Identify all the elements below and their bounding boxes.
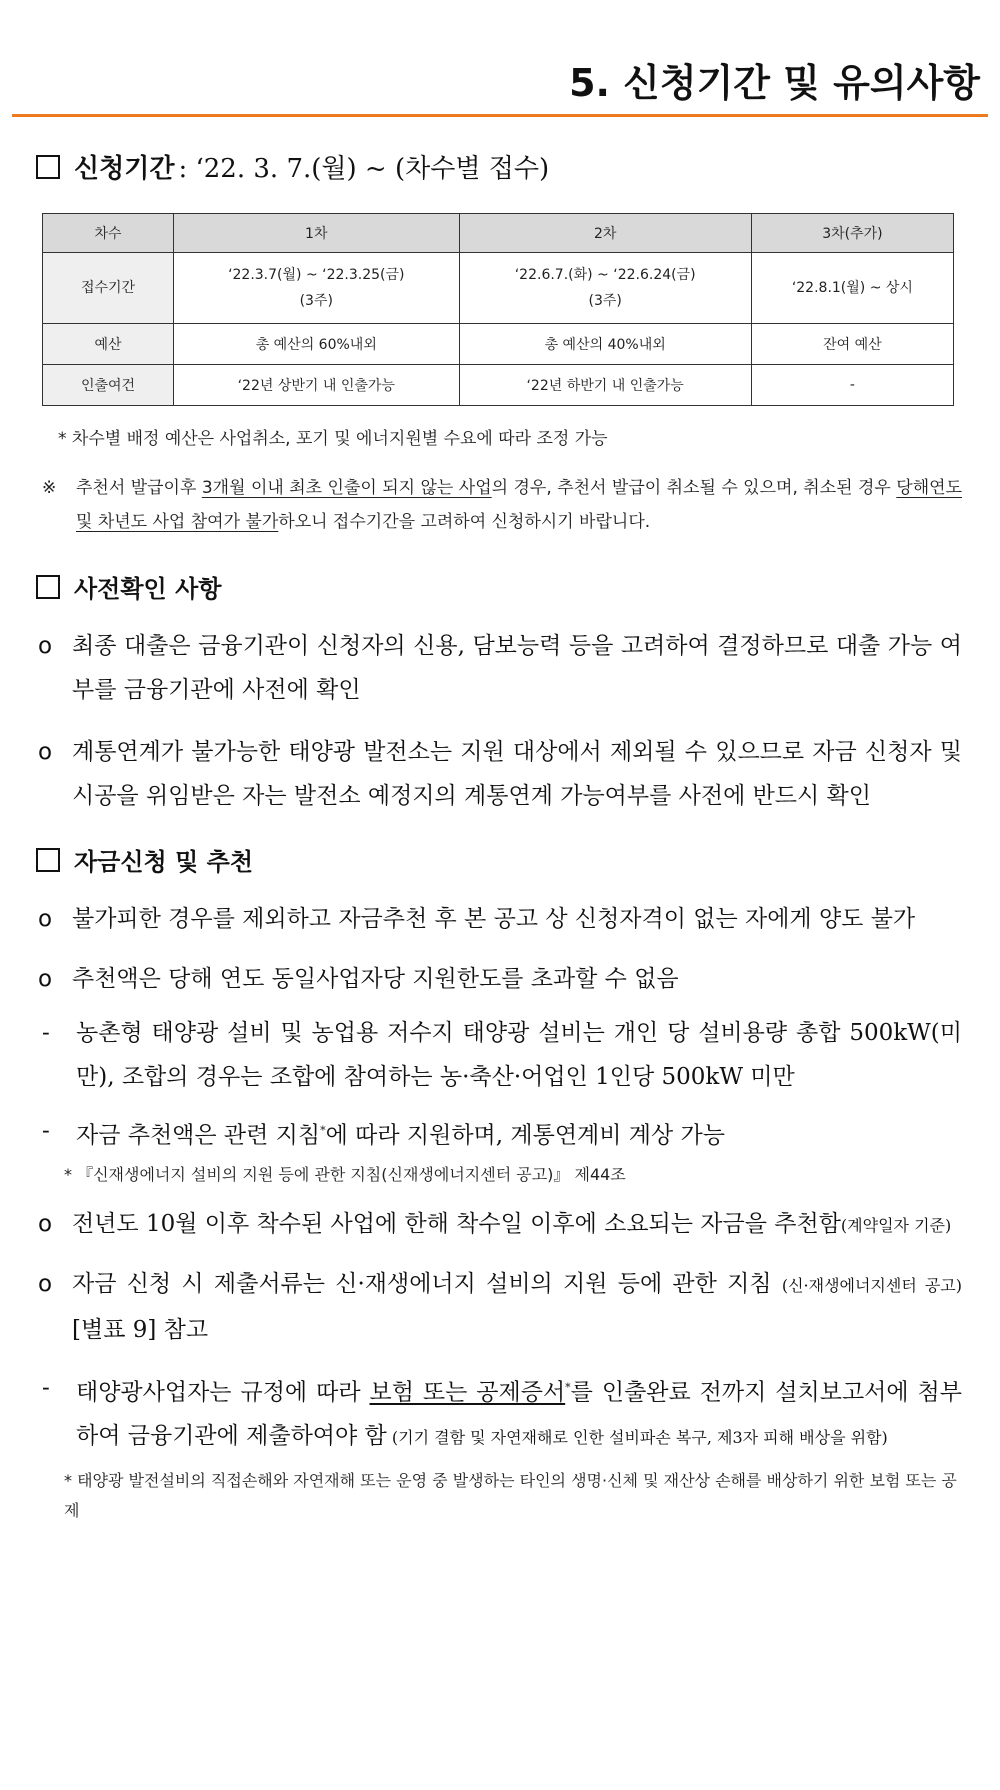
footnote: * 태양광 발전설비의 직접손해와 자연재해 또는 운영 중 발생하는 타인의 생명·신체 및 재산상 손해를 배상하기 위한 보험 또는 공제 bbox=[64, 1471, 957, 1521]
sub-list-item: - 농촌형 태양광 설비 및 농업용 저수지 태양광 설비는 개인 당 설비용량 총합 500kW(미만), 조합의 경우는 조합에 참여하는 농·축산·어업인 1인당 500kW 미만 bbox=[36, 1011, 962, 1099]
checkbox-square-icon bbox=[36, 575, 60, 599]
list-item: ο 계통연계가 불가능한 태양광 발전소는 지원 대상에서 제외될 수 있으므로 자금 신청자 및 시공을 위임받은 자는 발전소 예정지의 계통연계 가능여부를 사전에 반드시 확인 bbox=[36, 730, 962, 818]
recommendation-cancel-note: ※ 추천서 발급이후 3개월 이내 최초 인출이 되지 않는 사업의 경우, 추천서 발급이 취소될 수 있으며, 취소된 경우 당해연도 및 차년도 사업 참여가 불가하오니 접수기간을 고려하여 신청하시기 바랍니다. bbox=[36, 471, 962, 539]
section-fund-application bbox=[36, 842, 962, 877]
table-cell: ‘22.3.7(월) ~ ‘22.3.25(금) (3주) bbox=[174, 253, 460, 324]
table-cell: 잔여 예산 bbox=[751, 324, 953, 365]
schedule-table bbox=[42, 213, 954, 406]
underlined-text: 3개월 이내 최초 인출이 되지 않는 사업 bbox=[201, 478, 492, 498]
footnote: * 『신재생에너지 설비의 지원 등에 관한 지침(신재생에너지센터 공고)』 제44조 bbox=[64, 1164, 626, 1184]
table-cell: - bbox=[751, 365, 953, 406]
table-cell: 총 예산의 60%내외 bbox=[174, 324, 460, 365]
table-header-cell: 3차(추가) bbox=[751, 214, 953, 253]
list-item: ο 최종 대출은 금융기관이 신청자의 신용, 담보능력 등을 고려하여 결정하므로 대출 가능 여부를 금융기관에 사전에 확인 bbox=[36, 624, 962, 712]
table-cell: ‘22.8.1(월) ~ 상시 bbox=[751, 253, 953, 324]
table-header-cell: 1차 bbox=[174, 214, 460, 253]
budget-adjustment-note: * 차수별 배정 예산은 사업취소, 포기 및 에너지원별 수요에 따라 조정 가능 bbox=[58, 429, 608, 449]
list-item: ο 전년도 10월 이후 착수된 사업에 한해 착수일 이후에 소요되는 자금을 추천함(계약일자 기준) bbox=[36, 1202, 962, 1248]
table-cell: ‘22년 하반기 내 인출가능 bbox=[459, 365, 751, 406]
list-item: ο 불가피한 경우를 제외하고 자금추천 후 본 공고 상 신청자격이 없는 자에게 양도 불가 bbox=[36, 897, 962, 941]
dash-marker: - bbox=[42, 1374, 50, 1401]
table-row bbox=[43, 324, 954, 365]
circle-bullet-icon: ο bbox=[38, 1210, 53, 1237]
section-heading: 사전확인 사항 bbox=[74, 575, 222, 603]
section-application-period bbox=[36, 148, 962, 185]
table-header-cell: 차수 bbox=[43, 214, 174, 253]
table-cell: 총 예산의 40%내외 bbox=[459, 324, 751, 365]
table-header-row bbox=[43, 214, 954, 253]
table-row bbox=[43, 253, 954, 324]
section-precheck bbox=[36, 569, 962, 604]
checkbox-square-icon bbox=[36, 848, 60, 872]
row-label: 접수기간 bbox=[43, 253, 174, 324]
circle-bullet-icon: ο bbox=[38, 966, 53, 992]
underlined-text: 보험 또는 공제증서 bbox=[369, 1379, 566, 1406]
dash-marker: - bbox=[42, 1118, 50, 1144]
table-cell: ‘22.6.7.(화) ~ ‘22.6.24(금) (3주) bbox=[459, 253, 751, 324]
list-item: ο 추천액은 당해 연도 동일사업자당 지원한도를 초과할 수 없음 bbox=[36, 957, 962, 1001]
circle-bullet-icon: ο bbox=[38, 633, 53, 659]
application-period-value: : ‘22. 3. 7.(월) ~ (차수별 접수) bbox=[178, 154, 550, 184]
underlined-text: 당해연도 및 차년도 사업 참여가 불가 bbox=[76, 478, 962, 532]
title-divider bbox=[12, 114, 988, 117]
reference-mark: ※ bbox=[42, 478, 57, 498]
row-label: 예산 bbox=[43, 324, 174, 365]
page-title: 5. 신청기간 및 유의사항 bbox=[569, 61, 980, 105]
table-header-cell: 2차 bbox=[459, 214, 751, 253]
table-row bbox=[43, 365, 954, 406]
table-cell: ‘22년 상반기 내 인출가능 bbox=[174, 365, 460, 406]
row-label: 인출여건 bbox=[43, 365, 174, 406]
section-heading: 자금신청 및 추천 bbox=[74, 848, 253, 876]
dash-marker: - bbox=[42, 1020, 50, 1046]
circle-bullet-icon: ο bbox=[38, 906, 53, 932]
list-item: ο 자금 신청 시 제출서류는 신·재생에너지 설비의 지원 등에 관한 지침 (신·재생에너지센터 공고) [별표 9] 참고 bbox=[36, 1262, 962, 1352]
circle-bullet-icon: ο bbox=[38, 1270, 53, 1297]
document-body bbox=[36, 148, 962, 1526]
sub-list-item: - 자금 추천액은 관련 지침*에 따라 지원하며, 계통연계비 계상 가능 bbox=[36, 1109, 962, 1158]
circle-bullet-icon: ο bbox=[38, 739, 53, 765]
sub-list-item: - 태양광사업자는 규정에 따라 보험 또는 공제증서*를 인출완료 전까지 설치보고서에 첨부하여 금융기관에 제출하여야 함 (기기 결함 및 자연재해로 인한 설비파손 복구, 제3자 피해 배상을 위함) bbox=[36, 1366, 962, 1461]
checkbox-square-icon bbox=[36, 155, 60, 179]
section-heading: 신청기간 bbox=[74, 154, 175, 184]
